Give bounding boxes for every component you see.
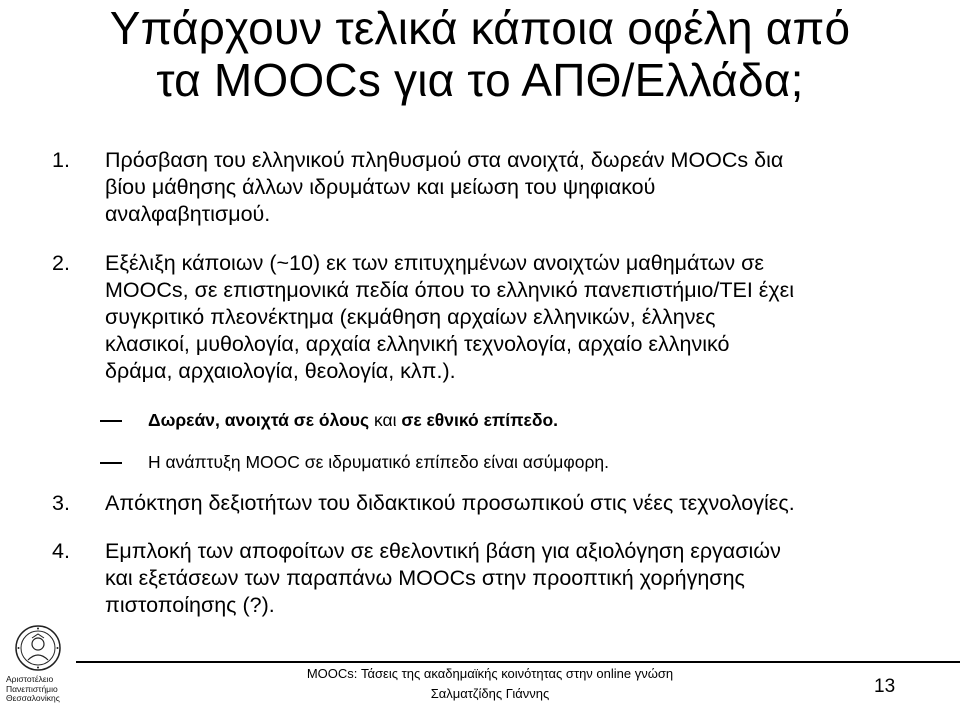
list-item-line: Απόκτηση δεξιοτήτων του διδακτικού προσωπικού στις νέες τεχνολογίες. bbox=[105, 491, 795, 515]
university-name-line: Αριστοτέλειο bbox=[6, 674, 54, 684]
list-item-line: Πρόσβαση του ελληνικού πληθυσμού στα ανοιχτά, δωρεάν MOOCs δια bbox=[105, 148, 784, 172]
list-item-line: Εμπλοκή των αποφοίτων σε εθελοντική βάση για αξιολόγηση εργασιών bbox=[105, 539, 781, 563]
list-item-text bbox=[105, 147, 905, 228]
plain-text: και bbox=[369, 410, 402, 430]
list-item-text bbox=[105, 250, 905, 385]
university-name bbox=[6, 675, 86, 704]
list-item-line: βίου μάθησης άλλων ιδρυμάτων και μείωση του ψηφιακού bbox=[105, 175, 656, 199]
bold-text: σε εθνικό επίπεδο bbox=[401, 410, 554, 430]
list-item-number: 1. bbox=[52, 148, 70, 172]
page-number: 13 bbox=[874, 676, 896, 697]
slide-title-line-1: Υπάρχουν τελικά κάποια οφέλη από bbox=[109, 2, 851, 54]
list-item-number: 4. bbox=[52, 539, 70, 563]
footer-divider bbox=[76, 661, 960, 663]
list-item-line: κλασικοί, μυθολογία, αρχαία ελληνική τεχνολογία, αρχαίο ελληνικό bbox=[105, 332, 730, 356]
university-name-line: Πανεπιστήμιο bbox=[6, 683, 58, 694]
dash-bullet-icon bbox=[100, 462, 122, 464]
sub-item-text bbox=[148, 409, 558, 431]
sub-item-text: Η ανάπτυξη MOOC σε ιδρυματικό επίπεδο είναι ασύμφορη. bbox=[148, 452, 610, 472]
list-item-text bbox=[105, 538, 905, 619]
list-item-line: πιστοποίησης (?). bbox=[105, 593, 275, 617]
list-item-line: και εξετάσεων των παραπάνω MOOCs στην προοπτική χορήγησης bbox=[105, 566, 745, 590]
university-name-line: Θεσσαλονίκης bbox=[6, 693, 60, 703]
list-item-line: Εξέλιξη κάποιων (~10) εκ των επιτυχημένων ανοιχτών μαθημάτων σε bbox=[105, 251, 765, 275]
footer-caption bbox=[300, 664, 680, 704]
bold-text: Δωρεάν, ανοιχτά σε όλους bbox=[148, 410, 370, 430]
dash-bullet-icon bbox=[100, 420, 122, 422]
list-item-line: συγκριτικό πλεονέκτημα (εκμάθηση αρχαίων ελληνικών, έλληνες bbox=[105, 305, 716, 329]
list-item-text bbox=[105, 490, 905, 517]
list-item-line: δράμα, αρχαιολογία, θεολογία, κλπ.). bbox=[105, 359, 456, 383]
list-item-line: αναλφαβητισμού. bbox=[105, 202, 271, 226]
university-seal-icon bbox=[14, 624, 62, 672]
bold-text: . bbox=[553, 410, 559, 430]
footer-author: Σαλματζίδης Γιάννης bbox=[430, 686, 550, 701]
list-item-line: MOOCs, σε επιστημονικά πεδία όπου το ελληνικό πανεπιστήμιο/ΤΕΙ έχει bbox=[105, 278, 794, 302]
footer-title: MOOCs: Τάσεις της ακαδημαϊκής κοινότητας στην online γνώση bbox=[306, 666, 674, 681]
list-item-number: 3. bbox=[52, 491, 70, 515]
list-item-number: 2. bbox=[52, 251, 70, 275]
slide-title-line-2: τα MOOCs για το ΑΠΘ/Ελλάδα; bbox=[156, 54, 804, 106]
